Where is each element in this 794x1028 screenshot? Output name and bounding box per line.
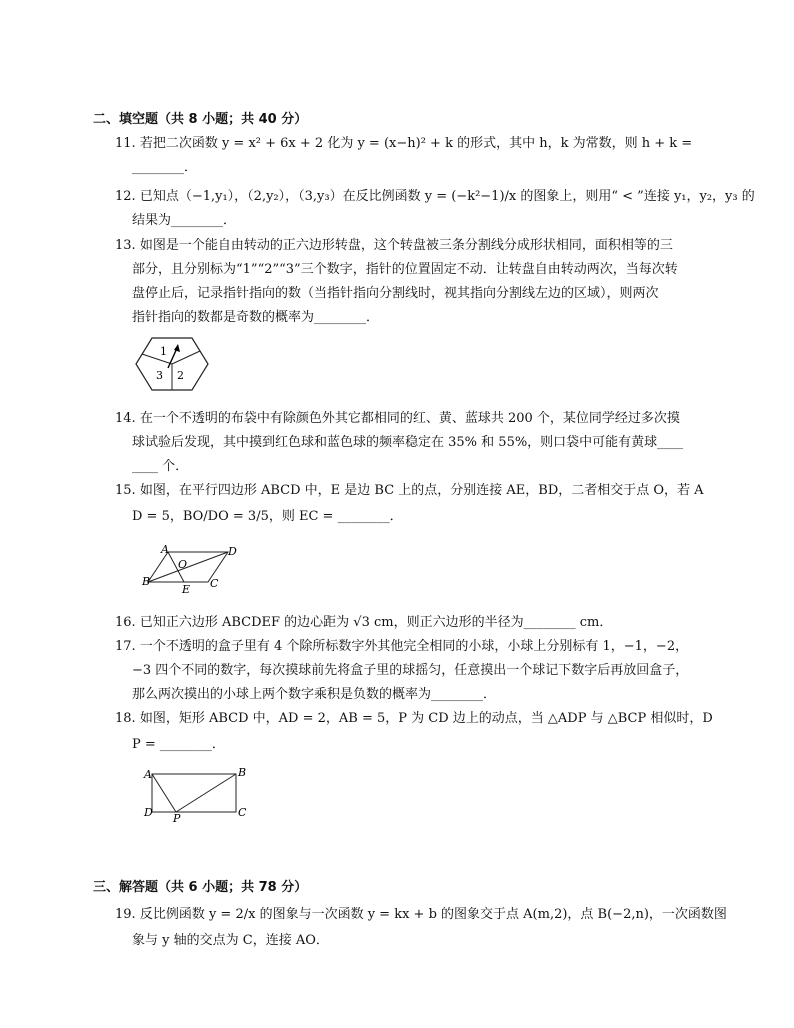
vertex-label-a: A	[161, 543, 169, 556]
question-13-line-2: 部分，且分别标为“1”“2”“3”三个数字，指针的位置固定不动．让转盘自由转动两次，当每次转	[132, 262, 678, 277]
question-number: 14.	[115, 411, 136, 426]
question-15-line-2: D = 5，BO/DO = 3/5，则 EC = ________．	[132, 509, 403, 524]
section-heading-answers: 三、解答题（共 6 小题；共 78 分）	[93, 880, 308, 895]
question-text: 如图，在平行四边形 ABCD 中，E 是边 BC 上的点，分别连接 AE，BD，二者相交于点 O，若 A	[139, 483, 704, 498]
question-text: 已知正六边形 ABCDEF 的边心距为 √3 cm，则正六边形的半径为________ cm．	[139, 615, 613, 630]
rectangle-abcd	[152, 774, 236, 812]
question-17-line-2: −3 四个不同的数字，每次摸球前先将盒子里的球摇匀，任意摸出一个球记下数字后再放回盒子，	[132, 663, 689, 678]
question-13-line-3: 盘停止后，记录指针指向的数（当指针指向分割线时，视其指向分割线左边的区域），则两次	[132, 286, 659, 301]
vertex-label-a: A	[144, 768, 152, 781]
vertex-label-b: B	[238, 766, 247, 779]
question-number: 19.	[115, 907, 136, 922]
segment-bp	[176, 774, 236, 812]
question-11-line-2	[132, 156, 197, 179]
question-14-line-3: ____ 个．	[132, 459, 189, 474]
question-text: 在一个不透明的布袋中有除颜色外其它都相同的红、黄、蓝球共 200 个，某位同学经过多次摸	[139, 411, 680, 426]
vertex-label-b: B	[142, 575, 151, 588]
question-15-line-1	[115, 479, 704, 502]
vertex-label-c: C	[210, 577, 219, 590]
segment-ap	[152, 774, 176, 812]
question-18-line-2: P = ________．	[132, 737, 225, 752]
question-text: 一个不透明的盒子里有 4 个除所标数字外其他完全相同的小球，小球上分别标有 1，−1，−2，	[139, 639, 689, 654]
vertex-label-o: O	[178, 558, 188, 571]
question-14-line-2: 球试验后发现，其中摸到红色球和蓝色球的频率稳定在 35% 和 55%，则口袋中可能有黄球____	[132, 435, 684, 450]
question-text: 如图，矩形 ABCD 中，AD = 2，AB = 5，P 为 CD 边上的动点，当 △ADP 与 △BCP 相似时，D	[139, 711, 713, 726]
divider-line	[142, 354, 172, 364]
vertex-label-e: E	[182, 583, 191, 594]
vertex-label-c: C	[238, 806, 247, 819]
rectangle-figure	[142, 764, 252, 824]
question-12-line-2	[132, 209, 236, 232]
question-18-line-1	[115, 707, 713, 730]
question-number: 11.	[115, 136, 136, 151]
pointer-arrowhead	[174, 344, 180, 352]
question-number: 16.	[115, 615, 136, 630]
question-text: 如图是一个能自由转动的正六边形转盘，这个转盘被三条分割线分成形状相同，面积相等的三	[139, 238, 673, 253]
sector-label-3: 3	[156, 369, 163, 382]
question-14-line-1	[115, 407, 680, 430]
hexagon-spinner-figure	[134, 336, 210, 392]
vertex-label-p: P	[173, 812, 181, 824]
question-text: 反比例函数 y = 2/x 的图象与一次函数 y = kx + b 的图象交于点 A(m,2)，点 B(−2,n)，一次函数图	[139, 907, 727, 922]
answer-blank: ________．	[132, 160, 198, 175]
divider-line	[172, 351, 200, 364]
question-number: 12.	[115, 189, 136, 204]
question-text: 已知点（−1,y₁），（2,y₂），（3,y₃）在反比例函数 y = (−k²−1)/x 的图象上，则用“ < ”连接 y₁，y₂，y₃ 的	[139, 189, 755, 204]
sector-label-2: 2	[177, 369, 184, 382]
question-17-line-1	[115, 635, 688, 658]
question-text: 结果为________．	[132, 213, 237, 228]
question-number: 13.	[115, 238, 136, 253]
question-19-line-2: 象与 y 轴的交点为 C，连接 AO．	[132, 933, 329, 948]
question-13-line-4: 指针指向的数都是奇数的概率为________．	[132, 310, 380, 325]
parallelogram-figure	[142, 542, 242, 594]
vertex-label-d: D	[144, 806, 153, 819]
section-heading-fill-in: 二、填空题（共 8 小题；共 40 分）	[93, 112, 308, 127]
question-number: 17.	[115, 639, 136, 654]
question-number: 15.	[115, 483, 136, 498]
question-11-line-1	[115, 132, 692, 155]
sector-label-1: 1	[160, 345, 167, 358]
vertex-label-d: D	[228, 545, 237, 558]
question-13-line-1	[115, 234, 673, 257]
question-16-line-1	[115, 611, 612, 634]
question-text: 若把二次函数 y = x² + 6x + 2 化为 y = (x−h)² + k 的形式，其中 h，k 为常数，则 h + k =	[139, 136, 693, 151]
question-12-line-1	[115, 185, 755, 208]
question-17-line-3: 那么两次摸出的小球上两个数字乘积是负数的概率为________．	[132, 687, 497, 702]
question-19-line-1	[115, 903, 727, 926]
question-number: 18.	[115, 711, 136, 726]
